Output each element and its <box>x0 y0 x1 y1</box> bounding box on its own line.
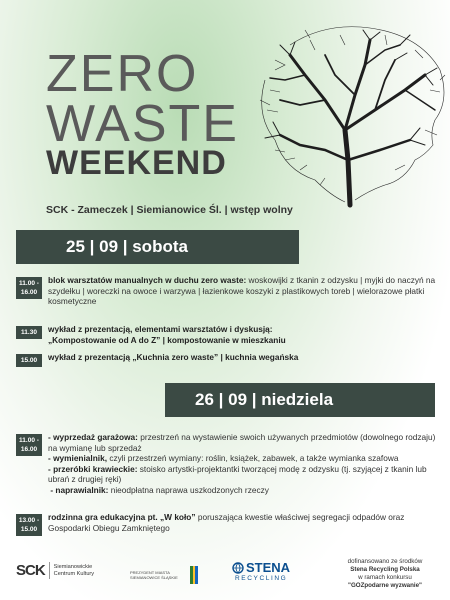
stena-name: STENA <box>246 560 291 575</box>
location-info: SCK - Zameczek | Siemianowice Śl. | wstęp wolny <box>46 204 293 216</box>
stena-sub: RECYCLING <box>235 575 288 582</box>
sponsors-footer <box>0 556 450 596</box>
event-time: 11.30 <box>16 326 42 339</box>
city-flag-icon <box>190 566 198 584</box>
day-header-saturday: 25 | 09 | sobota <box>16 230 299 264</box>
event-time: 13.00 - 15.00 <box>16 514 42 536</box>
title-zero: ZERO <box>46 45 199 103</box>
event-composting-lecture <box>16 324 436 345</box>
event-time: 11.00 - 16.00 <box>16 434 42 456</box>
mayor-logo <box>130 566 198 584</box>
title-weekend: WEEKEND <box>46 144 227 182</box>
day-header-sunday: 26 | 09 | niedziela <box>165 383 435 417</box>
title-waste: WASTE <box>46 95 239 153</box>
event-workshops <box>16 275 436 307</box>
fund-line4: "GOZpodarne wyzwanie" <box>348 582 422 589</box>
fund-line2: Stena Recycling Polska <box>350 566 420 573</box>
event-family-game <box>16 512 436 536</box>
event-description: - wyprzedaż garażowa: przestrzeń na wystawienie swoich używanych przedmiotów (dowolnego rodzaju) na wymianę lub sprzedaż - wymienialnik, czyli przestrzeń wymiany: roślin, książek, zabawek, a także wymianka szafowa - przeróbki krawieckie: stoisko artystki-projektantki tworzącej modę z odzysku (tj. szyjącej z tkanin lub ubrań z drugiej ręki) - naprawialnik: nieodpłatna naprawa uszkodzonych rzeczy <box>48 432 436 495</box>
pres-line1: PREZYDENT MIASTA <box>130 570 170 575</box>
fund-line1: dofinansowano ze środków <box>347 558 423 565</box>
sck-line2: Centrum Kultury <box>53 570 95 577</box>
event-description: blok warsztatów manualnych w duchu zero waste: woskowijki z tkanin z odzysku | myjki do naczyń na szydełku | woreczki na owoce i warzywa | łazienkowe koszyki z plastikowych toreb | wielorazowe płatki kosmetyczne <box>48 275 436 306</box>
event-description: wykład z prezentacją, elementami warsztatów i dyskusją: „Kompostowanie od A do Z” | kompostowanie w mieszkaniu <box>48 324 286 345</box>
event-description: wykład z prezentacją „Kuchnia zero waste” | kuchnia wegańska <box>48 352 299 362</box>
event-description: rodzinna gra edukacyjna pt. „W koło” poruszająca kwestie właściwej segregacji odpadów oraz Gospodarki Obiegu Zamkniętego <box>48 512 405 533</box>
tree-head-illustration <box>245 20 450 210</box>
fund-line3: w ramach konkursu <box>358 574 412 581</box>
stena-logo <box>232 560 290 582</box>
event-time: 11.00 - 16.00 <box>16 277 42 299</box>
pres-line2: SIEMIANOWICE ŚLĄSKIE <box>130 575 178 580</box>
stena-globe-icon <box>232 562 244 574</box>
sck-logo <box>16 562 94 579</box>
sck-mark: SCK <box>16 562 50 579</box>
event-time: 15.00 <box>16 354 42 367</box>
sck-line1: Siemianowickie <box>53 563 93 570</box>
funding-note <box>330 558 440 590</box>
event-kitchen-lecture <box>16 352 436 367</box>
event-garage-sale-block <box>16 432 436 495</box>
